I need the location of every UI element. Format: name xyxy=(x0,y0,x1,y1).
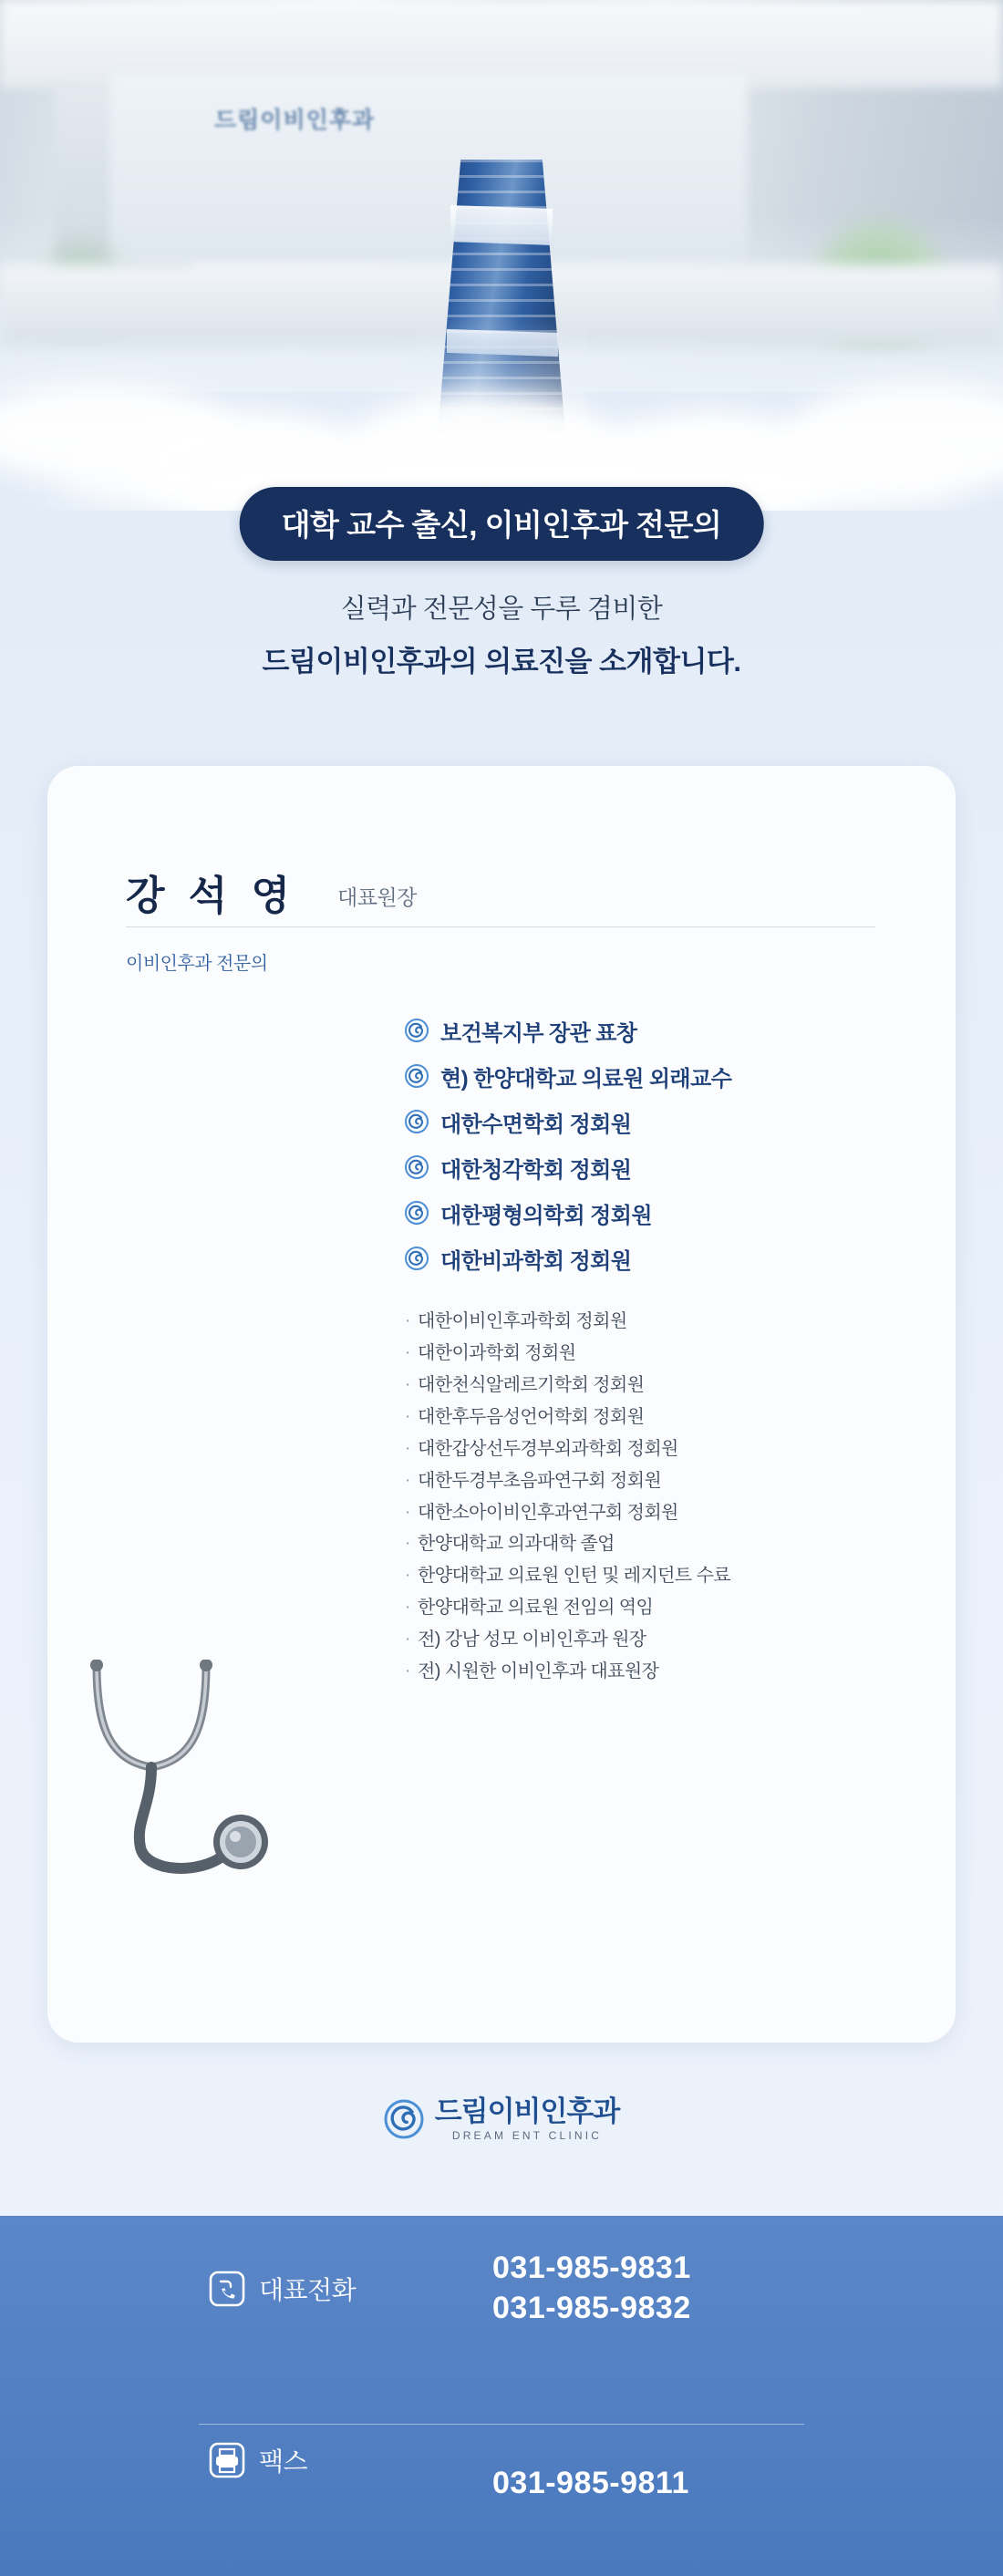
dot-bullet-icon: · xyxy=(405,1471,411,1490)
dot-bullet-icon: · xyxy=(405,1534,411,1553)
list-item xyxy=(405,1596,730,1628)
membership-text: 대한소아이비인후과연구회 정회원 xyxy=(418,1503,678,1523)
membership-text: 대한이비인후과학회 정회원 xyxy=(418,1311,627,1331)
dot-bullet-icon: · xyxy=(405,1439,411,1458)
dot-bullet-icon: · xyxy=(405,1629,411,1649)
dot-bullet-icon: · xyxy=(405,1503,411,1522)
membership-text: 대한갑상선두경부외과학회 정회원 xyxy=(418,1439,678,1459)
cloud-band xyxy=(0,274,1003,511)
headline-pill: 대학 교수 출신, 이비인후과 전문의 xyxy=(240,487,764,561)
logo-korean-name: 드림이비인후과 xyxy=(434,2095,620,2127)
doctor-specialty: 이비인후과 전문의 xyxy=(126,954,268,974)
list-item xyxy=(405,1341,678,1373)
list-item xyxy=(405,1193,731,1233)
footer-divider xyxy=(199,2424,804,2425)
highlight-text: 대한비과학회 정회원 xyxy=(440,1248,632,1274)
membership-text: 대한천식알레르기학회 정회원 xyxy=(418,1375,645,1395)
logo-english-name: DREAM ENT CLINIC xyxy=(451,2129,603,2142)
dot-bullet-icon: · xyxy=(405,1598,411,1617)
dot-bullet-icon: · xyxy=(405,1407,411,1426)
logo-text-block xyxy=(435,2097,620,2141)
career-text: 한양대학교 의료원 인턴 및 레지던트 수료 xyxy=(418,1566,731,1586)
list-item xyxy=(405,1309,678,1341)
list-item xyxy=(405,1102,731,1142)
clinic-sign-text: 드림이비인후과 xyxy=(214,108,376,133)
list-item xyxy=(405,1532,730,1564)
fax-icon xyxy=(208,2441,246,2479)
list-item xyxy=(405,1405,678,1437)
phone-label: 대표전화 xyxy=(259,2276,357,2304)
list-item xyxy=(405,1238,731,1278)
swirl-bullet-icon xyxy=(405,1019,429,1042)
building-sign-upper xyxy=(450,205,553,245)
fax-label: 팩스 xyxy=(259,2447,308,2476)
highlight-text: 대한평형의학회 정회원 xyxy=(440,1203,652,1228)
membership-text: 대한후두음성언어학회 정회원 xyxy=(418,1407,645,1427)
headline-subtitle-2: 드림이비인후과의 의료진을 소개합니다. xyxy=(262,646,741,678)
career-text: 한양대학교 의과대학 졸업 xyxy=(418,1534,615,1554)
list-item xyxy=(405,1437,678,1469)
stethoscope-icon xyxy=(80,1660,354,1960)
doctor-card xyxy=(47,766,956,2043)
swirl-bullet-icon xyxy=(405,1247,429,1270)
dot-bullet-icon: · xyxy=(405,1343,411,1362)
list-item xyxy=(405,1501,678,1533)
swirl-bullet-icon xyxy=(405,1201,429,1225)
highlight-text: 대한청각학회 정회원 xyxy=(440,1157,632,1183)
clinic-logo xyxy=(0,2097,1003,2141)
membership-text: 대한두경부초음파연구회 정회원 xyxy=(418,1471,662,1491)
career-text: 한양대학교 의료원 전임의 역임 xyxy=(418,1598,654,1618)
dot-bullet-icon: · xyxy=(405,1375,411,1394)
hero-section xyxy=(0,0,1003,511)
phone-number-2[interactable]: 031-985-9832 xyxy=(492,2291,691,2325)
dot-bullet-icon: · xyxy=(405,1311,411,1330)
divider xyxy=(126,926,875,927)
highlight-text: 대한수면학회 정회원 xyxy=(440,1112,632,1137)
dot-bullet-icon: · xyxy=(405,1661,411,1681)
fax-number[interactable]: 031-985-9811 xyxy=(492,2466,689,2500)
list-item xyxy=(405,1373,678,1405)
list-item xyxy=(405,1010,731,1050)
list-item xyxy=(405,1564,730,1596)
list-item xyxy=(405,1147,731,1187)
list-item xyxy=(405,1469,678,1501)
footer-contact-bar xyxy=(0,2216,1003,2576)
swirl-bullet-icon xyxy=(405,1110,429,1133)
membership-list xyxy=(405,1309,678,1533)
swirl-bullet-icon xyxy=(405,1064,429,1088)
career-text: 전) 시원한 이비인후과 대표원장 xyxy=(418,1661,659,1681)
highlight-list xyxy=(405,1010,731,1284)
highlight-text: 보건복지부 장관 표창 xyxy=(440,1020,637,1046)
highlight-text: 현) 한양대학교 의료원 외래교수 xyxy=(440,1066,732,1091)
career-text: 전) 강남 성모 이비인후과 원장 xyxy=(418,1629,646,1650)
phone-numbers[interactable] xyxy=(492,2249,691,2328)
list-item xyxy=(405,1660,730,1691)
doctor-name: 강 석 영 xyxy=(126,874,296,918)
list-item xyxy=(405,1056,731,1096)
doctor-role: 대표원장 xyxy=(337,885,417,909)
career-list xyxy=(405,1532,730,1691)
logo-swirl-icon xyxy=(384,2099,424,2139)
headline-subtitle-1: 실력과 전문성을 두루 겸비한 xyxy=(340,595,663,624)
phone-icon xyxy=(208,2270,246,2308)
membership-text: 대한이과학회 정회원 xyxy=(418,1343,576,1363)
dot-bullet-icon: · xyxy=(405,1566,411,1585)
list-item xyxy=(405,1628,730,1660)
phone-number-1[interactable]: 031-985-9831 xyxy=(492,2250,691,2286)
swirl-bullet-icon xyxy=(405,1155,429,1179)
